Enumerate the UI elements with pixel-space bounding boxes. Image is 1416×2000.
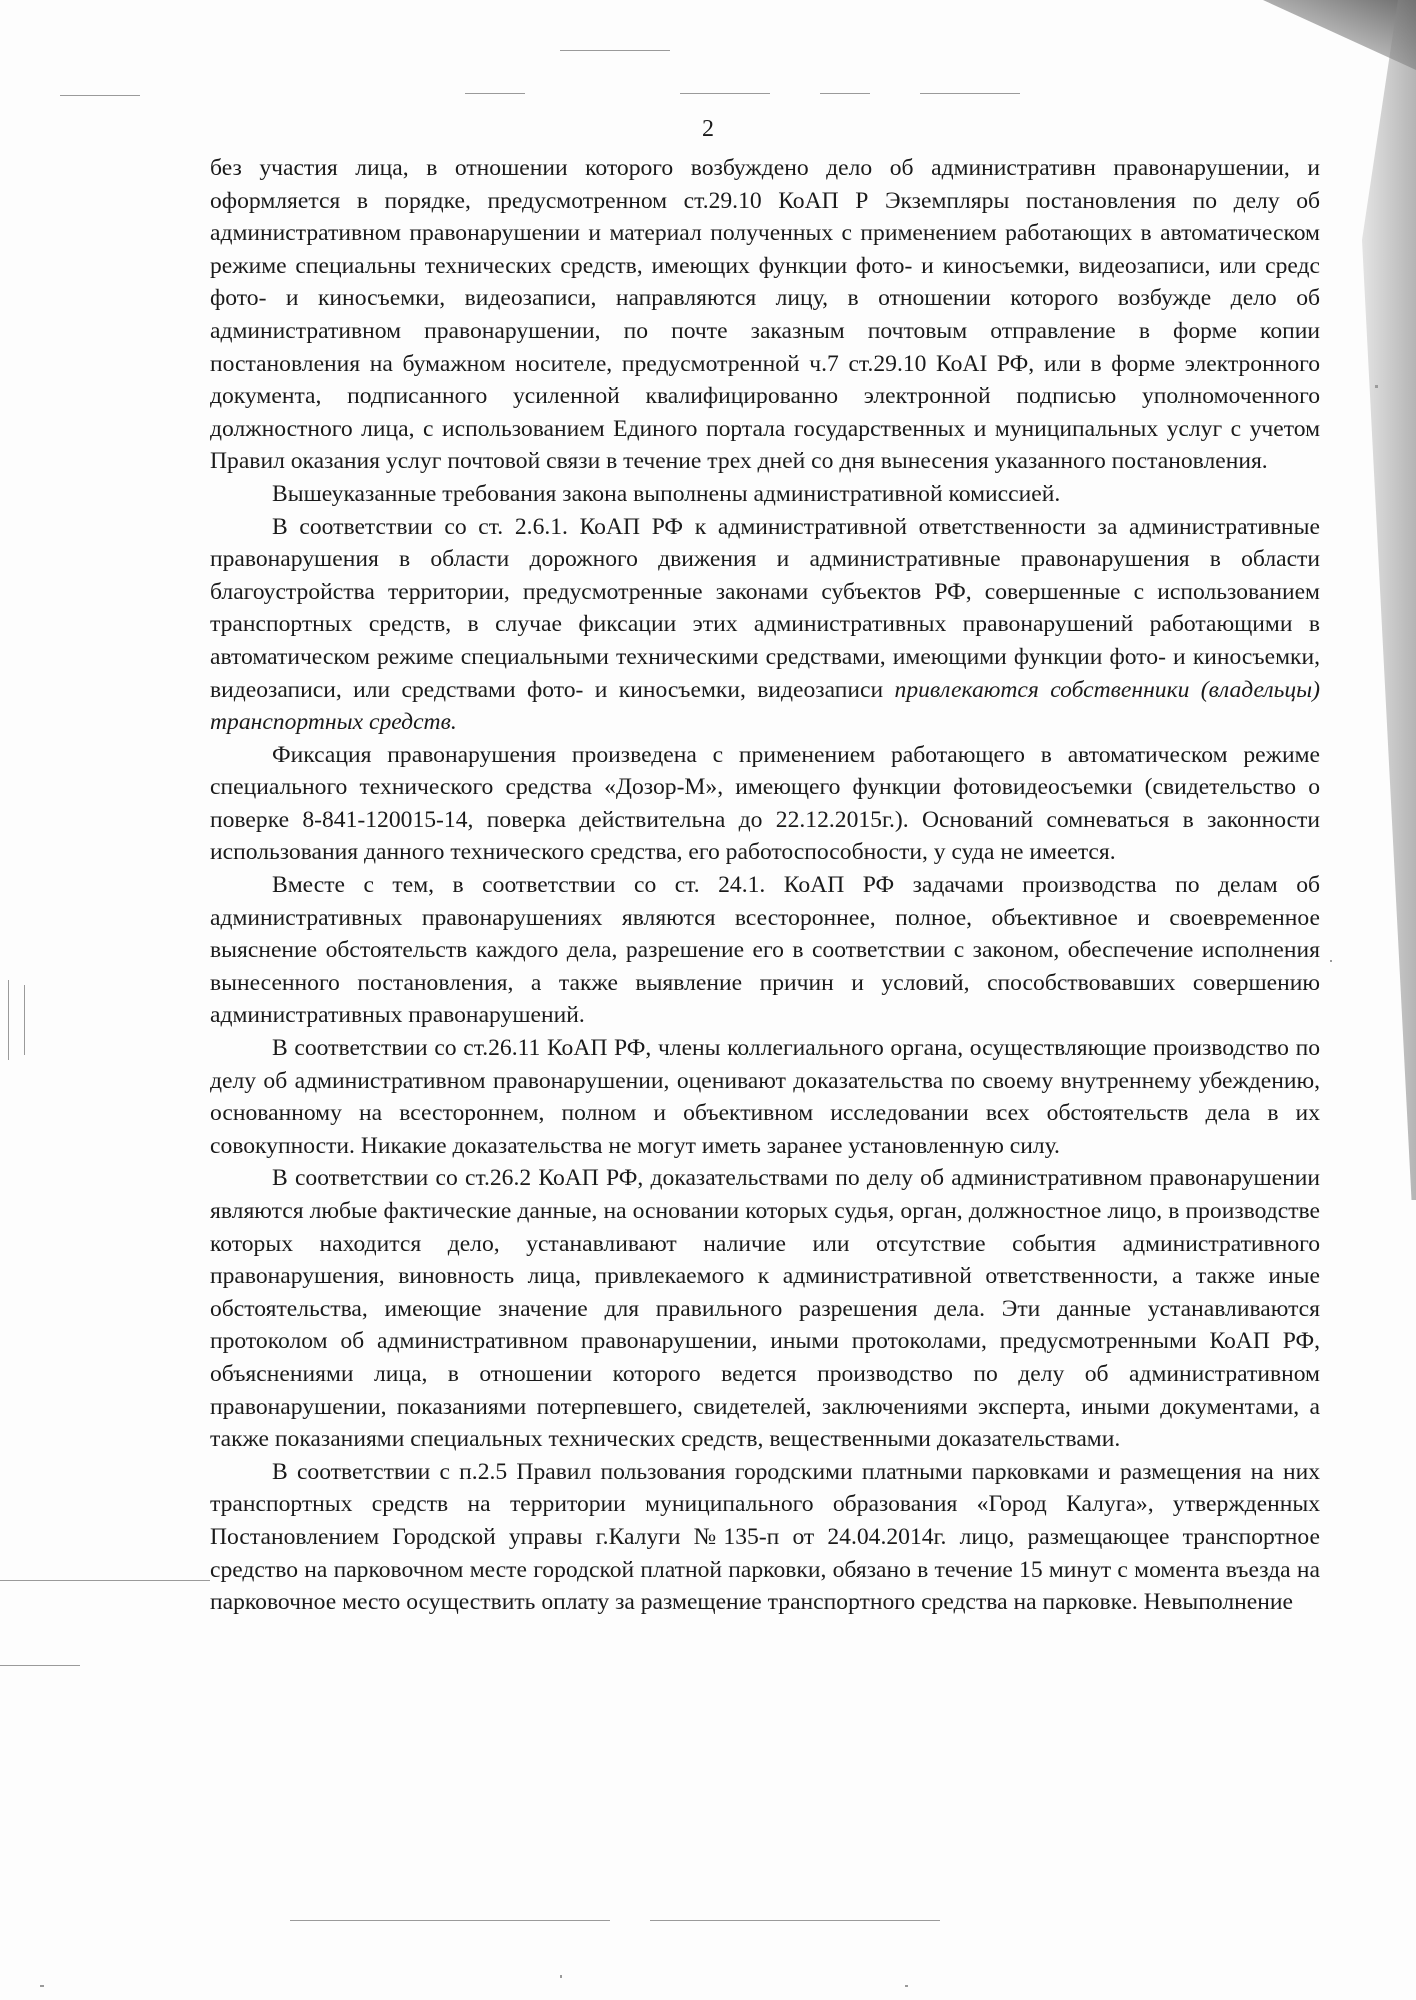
scan-corner-shadow xyxy=(1246,0,1416,70)
paragraph-parking-rules: В соответствии с п.2.5 Правил пользования городскими платными парковками и размещения на них транспортных средств на территории муниципального образования «Город Калуга», утвержденных Постановлением Городской управы г.Калуги №135-п от 24.04.2014г. лицо, размещающее транспортное средство на парковочном месте городской платной парковки, обязано в течение 15 минут с момента въезда на парковочное место осуществить оплату за размещение транспортного средства на парковке. Невыполнение xyxy=(210,1458,1320,1616)
paragraph-article-26-2: В соответствии со ст.26.2 КоАП РФ, доказательствами по делу об административном правонарушении являются любые фактические данные, на основании которых судья, орган, должностное лицо, в производстве которых находится дело, устанавливают наличие или отсутствие события административного правонарушения, виновность лица, привлекаемого к административной ответственности, а также иные обстоятельства, имеющие значение для правильного разрешения дела. Эти данные устанавливаются протоколом об административном правонарушении, иными протоколами, предусмотренными КоАП РФ, объяснениями лица, в отношении которого ведется производство по делу об административном правонарушении, показаниями потерпевшего, свидетелей, заключениями эксперта, иными документами, а также показаниями специальных технических средств, вещественными доказательствами. xyxy=(210,1165,1320,1453)
paragraph-article-24-1: Вместе с тем, в соответствии со ст. 24.1. КоАП РФ задачами производства по делам об административных правонарушениях являются всестороннее, полное, объективное и своевременное выяснение обстоятельств каждого дела, разрешение его в соответствии с законом, обеспечение исполнения вынесенного постановления, а также выявление причин и условий, способствовавших совершению административных правонарушений. xyxy=(210,872,1320,1029)
paragraph-article-26-11: В соответствии со ст.26.11 КоАП РФ, члены коллегиального органа, осуществляющие производство по делу об административном правонарушении, оценивают доказательства по своему внутреннему убеждению, основанному на всестороннем, полном и объективном исследовании всех обстоятельств дела в их совокупности. Никакие доказательства не могут иметь заранее установленную силу. xyxy=(210,1035,1320,1159)
paragraph-fixation: Фиксация правонарушения произведена с применением работающего в автоматическом режиме специального технического средства «Дозор-М», имеющего функции фотовидеосъемки (свидетельство о поверке 8-841-120015-14, поверка действительна до 22.12.2015г.). Оснований сомневаться в законности использования данного технического средства, его работоспособности, у суда не имеется. xyxy=(210,741,1320,866)
document-body xyxy=(210,152,1320,1619)
paragraph-article-2-6-1 xyxy=(210,511,1320,739)
paragraph-requirements-met: Вышеуказанные требования закона выполнены административной комиссией. xyxy=(272,480,1061,507)
paragraph-article-2-6-1-emphasis: привлекаются собственники (владельцы) транспортных средств. xyxy=(210,676,1321,736)
page-number: 2 xyxy=(702,116,714,142)
paragraph-continuation: без участия лица, в отношении которого возбуждено дело об административн правонарушении, и оформляется в порядке, предусмотренном ст.29.10 КоАП Р Экземпляры постановления по делу об административном правонарушении и материал полученных с применением работающих в автоматическом режиме специальны технических средств, имеющих функции фото- и киносъемки, видеозаписи, или средс фото- и киносъемки, видеозаписи, направляются лицу, в отношении которого возбужде дело об административном правонарушении, по почте заказным почтовым отправление в форме копии постановления на бумажном носителе, предусмотренной ч.7 ст.29.10 КоАІ РФ, или в форме электронного документа, подписанного усиленной квалифицированно электронной подписью уполномоченного должностного лица, с использованием Единого портала государственных и муниципальных услуг с учетом Правил оказания услуг почтовой связи в течение трех дней со дня вынесения указанного постановления. xyxy=(210,155,1320,475)
paragraph-article-2-6-1-text: В соответствии со ст. 2.6.1. КоАП РФ к административной ответственности за административные правонарушения в области дорожного движения и административные правонарушения в области благоустройства территории, предусмотренные законами субъектов РФ, совершенные с использованием транспортных средств, в случае фиксации этих административных правонарушений работающими в автоматическом режиме специальными техническими средствами, имеющими функции фото- и киносъемки, видеозаписи, или средствами фото- и киносъемки, видеозаписи xyxy=(210,513,1320,703)
scan-fold-shadow xyxy=(1326,0,1416,1200)
